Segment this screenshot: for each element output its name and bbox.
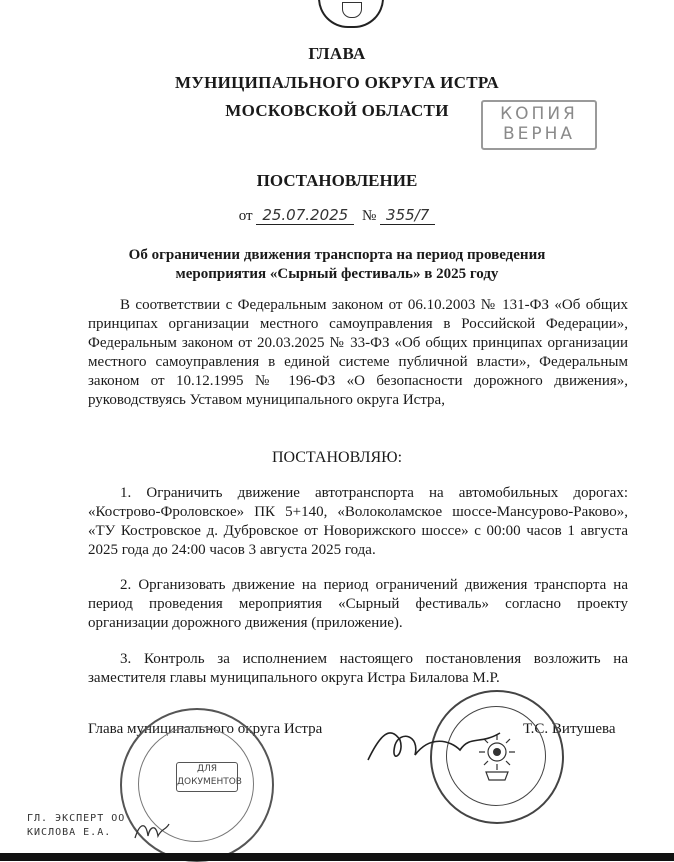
expert-note-line-1: ГЛ. ЭКСПЕРТ ОО [27,813,126,824]
signatory-name: Т.С. Витушева [523,721,616,737]
signatory-position: Глава муниципального округа Истра [88,721,323,737]
document-number: 355/7 [380,206,435,225]
decree-heading: ПОСТАНОВЛЯЮ: [271,449,403,466]
header-region: МОСКОВСКОЙ ОБЛАСТИ [225,101,449,120]
document-type: ПОСТАНОВЛЕНИЕ [256,171,418,190]
decree-item-3: 3. Контроль за исполнением настоящего постановления возложить на заместителя главы муниципального округа Истра Билалова М.Р. [88,651,628,686]
preamble: В соответствии с Федеральным законом от 06.10.2003 № 131-ФЗ «Об общих принципах организации местного самоуправления в Российской Федерации», Федеральным законом от 20.03.2025 № 33-ФЗ «Об общих принципах организации местного самоуправления в единой системе публичной власти», Федеральным законом от 10.12.1995 № 196-ФЗ «О безопасности дорожного движения», руководствуясь Уставом муниципального округа Истра, [88,297,628,408]
subject-line-2: мероприятия «Сырный фестиваль» в 2025 году [175,266,499,282]
header-title: ГЛАВА [308,44,366,63]
dateline [0,206,674,225]
date-prefix: от [238,208,253,224]
expert-note-line-2: КИСЛОВА Е.А. [27,827,112,838]
decree-item-2: 2. Организовать движение на период ограничений движения транспорта на период проведения мероприятия «Сырный фестиваль» согласно проекту организации дорожного движения (приложение). [88,577,628,631]
subject-line-1: Об ограничении движения транспорта на период проведения [128,247,546,263]
expert-signature [132,818,172,844]
coat-of-arms-icon [318,0,384,28]
decree-item-1: 1. Ограничить движение автотранспорта на автомобильных дорогах: «Кострово-Фроловское» ПК 5+140, «Волоколамское шоссе-Мансурово-Раково», «ТУ Костровское д. Дубровское от Новорижского шоссе» с 00:00 часов 1 августа 2025 года до 24:00 часов 3 августа 2025 года. [88,485,628,558]
scan-edge-bar [0,853,674,861]
for-documents-stamp: ДЛЯ ДОКУМЕНТОВ [176,762,238,792]
number-label: № [361,208,377,224]
document-date: 25.07.2025 [256,206,354,225]
copy-certified-stamp: КОПИЯ ВЕРНА [481,100,597,150]
handwritten-signature [360,715,510,775]
header-municipality: МУНИЦИПАЛЬНОГО ОКРУГА ИСТРА [174,73,500,92]
